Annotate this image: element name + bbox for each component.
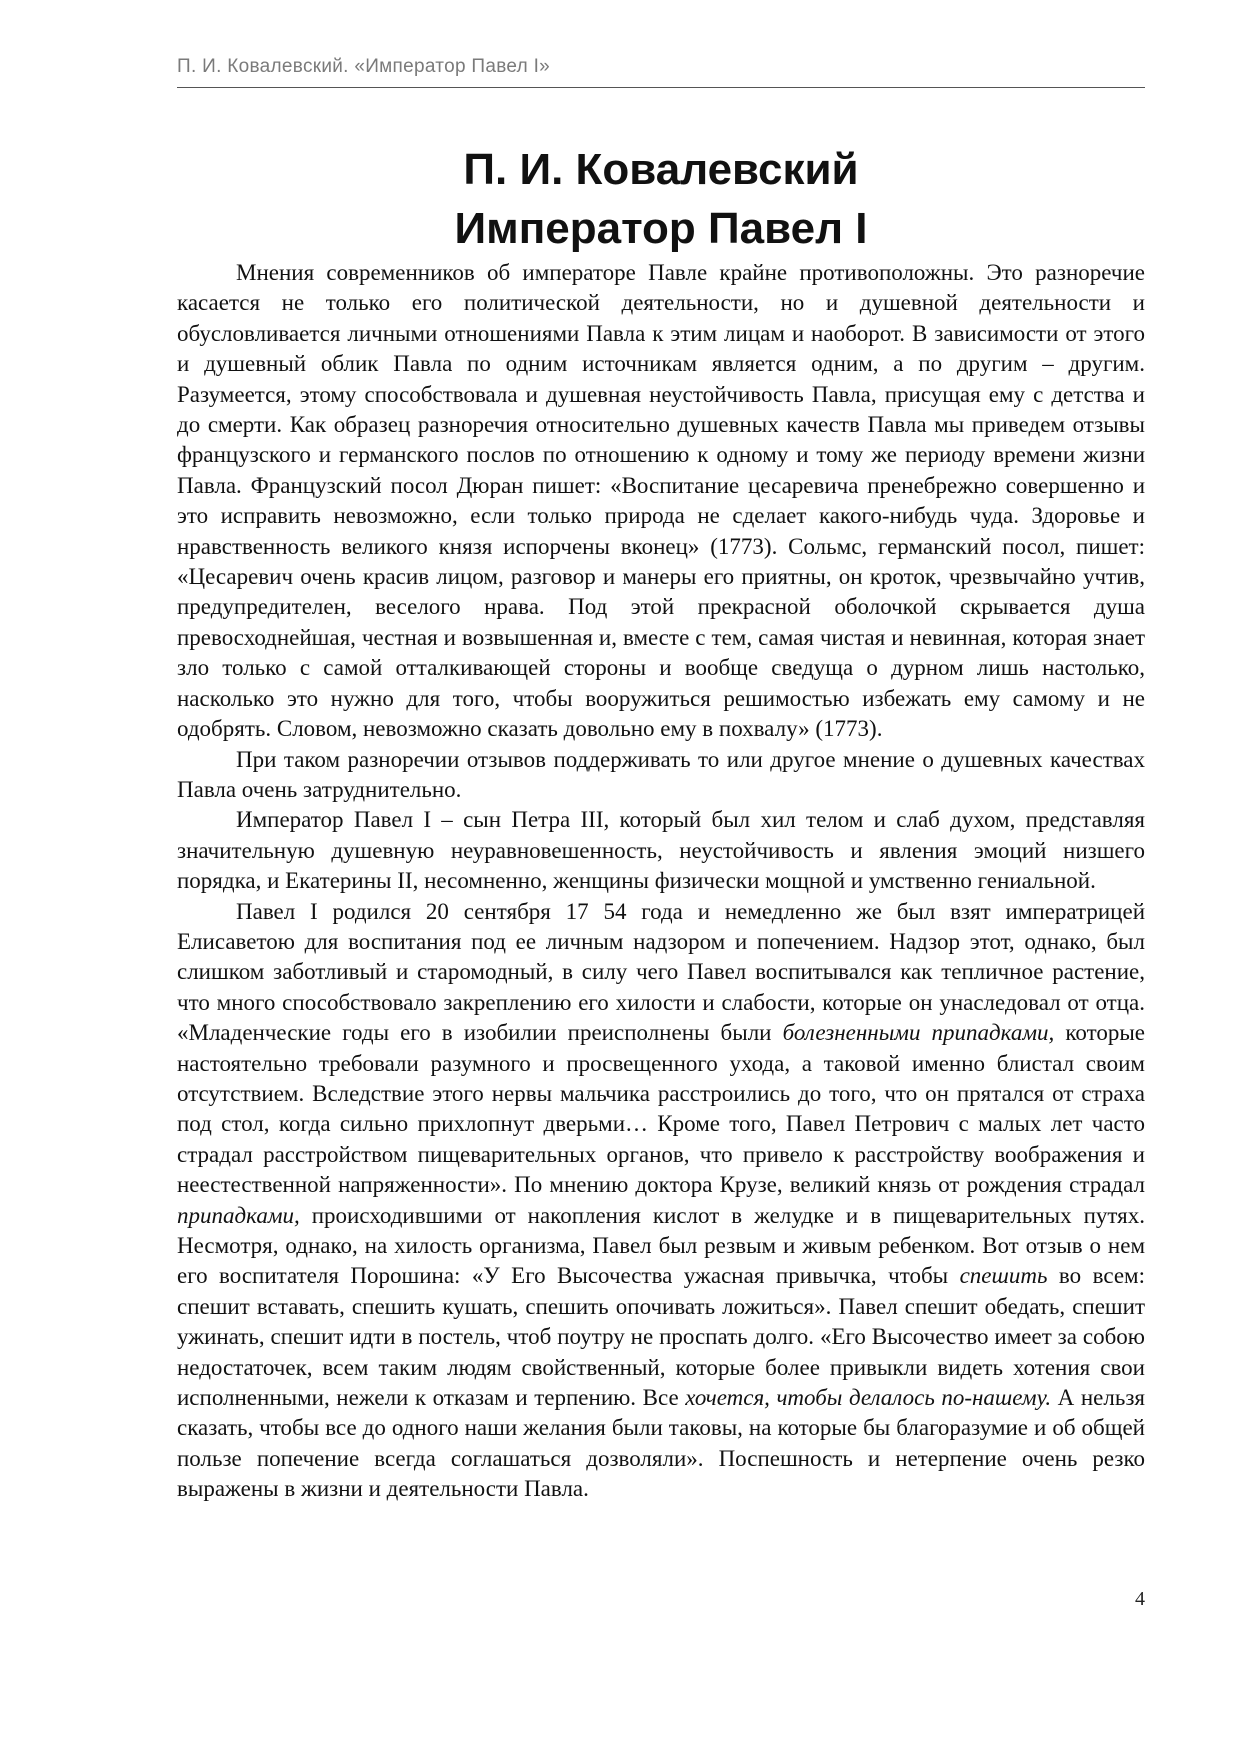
paragraph-4-text: которые настоятельно требовали разумного и просвещенного ухода, а таковой именно блистал своим отсутствием. Вследствие этого нервы мальчика расстроились до того, что он прятался от страха под стол, когда сильно прихлопнут дверьми… Кроме того, Павел Петрович с малых лет часто страдал расстройством пищеварительных органов, что привело к расстройству воображения и неестественной напряженности». По мнению доктора Крузе, великий князь от рождения страдал — [177, 1020, 1145, 1198]
paragraph-4-text: происходившими от накопления кислот в желудке и в пищеварительных путях. Несмотря, однако, на хилость организма, Павел был резвым и живым ребенком. Вот отзыв о нем его воспитателя Порошина: «У Его Высочества ужасная привычка, чтобы — [177, 1202, 1145, 1289]
paragraph-2: При таком разноречии отзывов поддерживать то или другое мнение о душевных качествах Павла очень затруднительно. — [177, 746, 1145, 802]
paragraph-1: Мнения современников об императоре Павле крайне противоположны. Это разноречие касается не только его политической деятельности, но и душевной деятельности и обусловливается личными отношениями Павла к этим лицам и наоборот. В зависимости от этого и душевный облик Павла по одним источникам является одним, а по другим – другим. Разумеется, этому способствовала и душевная неустойчивость Павла, присущая ему с детства и до смерти. Как образец разноречия относительно душевных качеств Павла мы приведем отзывы французского и германского послов по отношению к одному и тому же периоду времени жизни Павла. Французский посол Дюран пишет: «Воспитание цесаревича пренебрежно совершенно и это исправить невозможно, если только природа не сделает какого-нибудь чуда. Здоровье и нравственность великого князя испорчены вконец» (1773). Сольмс, германский посол, пишет: «Цесаревич очень красив лицом, разговор и манеры его приятны, он кроток, чрезвычайно учтив, предупредителен, веселого нрава. Под этой прекрасной оболочкой скрывается душа превосходнейшая, честная и возвышенная и, вместе с тем, самая чистая и невинная, которая знает зло только с самой отталкивающей стороны и вообще сведуща о дурном лишь настолько, насколько это нужно для того, чтобы вооружиться решимостью избежать ему самому и не одобрять. Словом, невозможно сказать довольно ему в похвалу» (1773). — [177, 260, 1145, 742]
paragraph-4-text: Павел I родился 20 сентября 17 54 года и немедленно же был взят императрицей Елисаветою для воспитания под ее личным надзором и попечением. Надзор этот, однако, был слишком заботливый и старомодный, в силу чего Павел воспитывался как тепличное растение, что много способствовало закреплению его хилости и слабости, которые он унаследовал от отца. «Младенческие годы его в изобилии преисполнены были — [177, 898, 1145, 1046]
paragraph-4-text: А нельзя сказать, чтобы все до одного наши желания были таковы, на которые бы благоразумие и об общей пользе попечение всегда соглашаться дозволяли». Поспешность и нетерпение очень резко выражены в жизни и деятельности Павла. — [177, 1385, 1145, 1502]
title-work: Император Павел I — [454, 204, 868, 253]
title-author: П. И. Ковалевский — [463, 145, 859, 194]
paragraph-4-italic: спешить — [959, 1263, 1048, 1289]
paragraph-4-italic: болезненными припадками, — [782, 1020, 1055, 1046]
paragraph-4-italic: припадками, — [177, 1202, 300, 1228]
page-number: 4 — [1135, 1588, 1145, 1610]
page-title — [177, 140, 1145, 258]
running-header: П. И. Ковалевский. «Император Павел I» — [177, 56, 1145, 88]
paragraph-3: Император Павел I – сын Петра III, который был хил телом и слаб духом, представляя значительную душевную неуравновешенность, неустойчивость и явления эмоций низшего порядка, и Екатерины II, несомненно, женщины физически мощной и умственно гениальной. — [177, 807, 1145, 894]
body-text — [177, 258, 1145, 1505]
paragraph-4-text: во всем: спешит вставать, спешить кушать, спешить опочивать ложиться». Павел спешит обедать, спешит ужинать, спешит идти в постель, чтоб поутру не проспать долго. «Его Высочество имеет за собою недостаточек, всем таким людям свойственный, которые более привыкли видеть хотения свои исполненными, нежели к отказам и терпению. Все — [177, 1263, 1145, 1411]
paragraph-4 — [177, 897, 1145, 1505]
paragraph-4-italic: хочется, чтобы делалось по-нашему. — [685, 1385, 1052, 1411]
